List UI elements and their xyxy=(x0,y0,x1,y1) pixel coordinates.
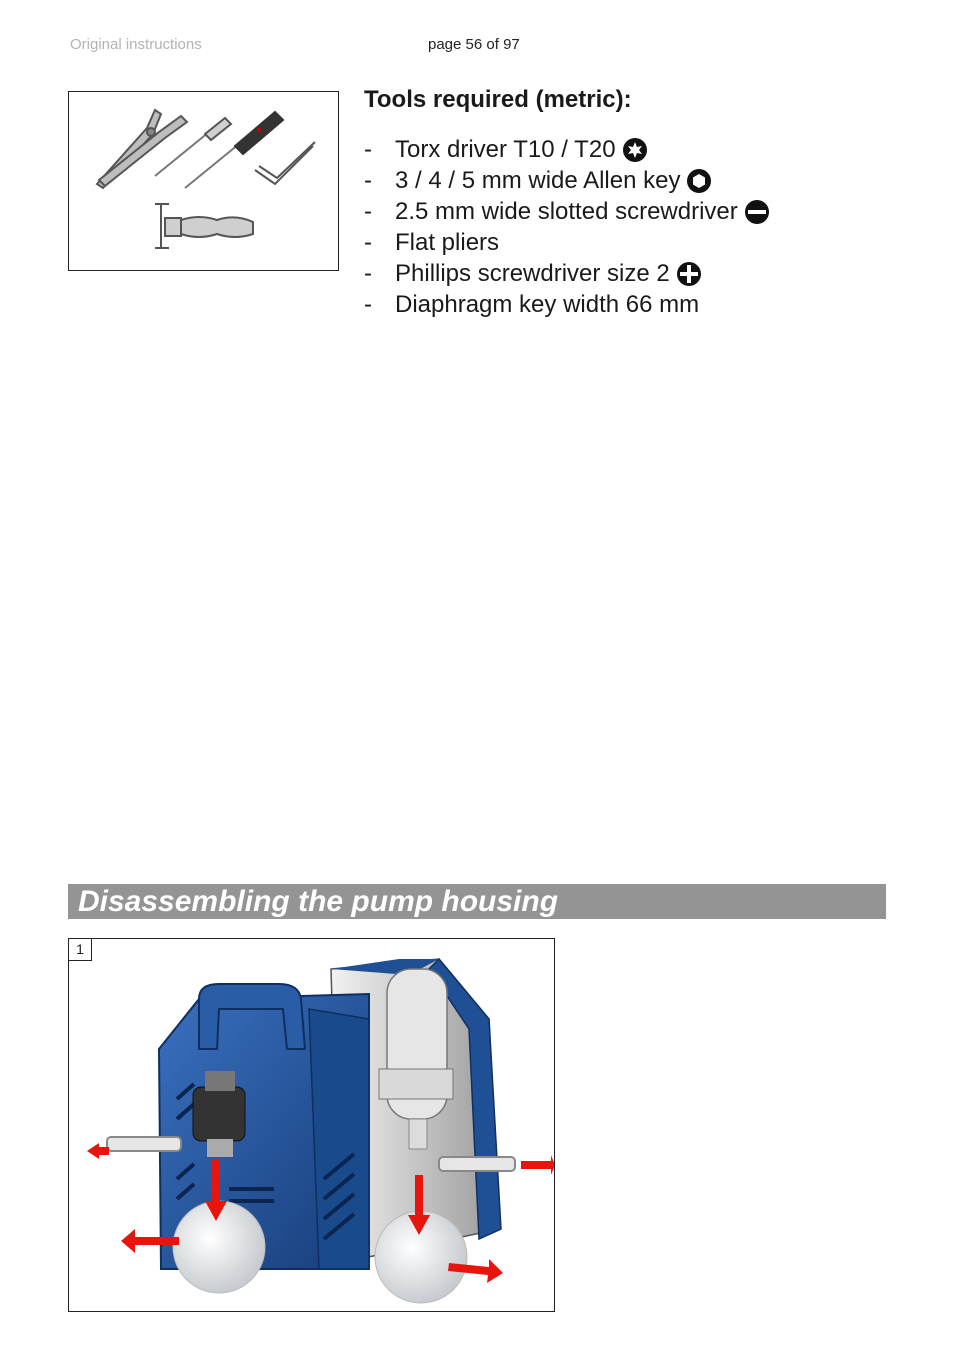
pliers-icon xyxy=(97,110,187,188)
tool-item-diaphragm-key xyxy=(364,289,770,320)
list-dash: - xyxy=(364,167,372,194)
clamp-right xyxy=(439,1157,515,1171)
tool-label: Diaphragm key width 66 mm xyxy=(395,291,700,318)
tools-title: Tools required (metric): xyxy=(364,86,632,113)
list-dash: - xyxy=(364,229,372,256)
figure-number: 1 xyxy=(69,939,92,961)
tool-item-pliers xyxy=(364,227,770,258)
allen-key-icon xyxy=(255,142,315,184)
clamp-left xyxy=(107,1137,181,1151)
section-title: Disassembling the pump housing xyxy=(78,885,559,918)
tool-label: Torx driver T10 / T20 xyxy=(395,136,616,163)
screwdriver-icon xyxy=(185,112,283,188)
page-number: page 56 of 97 xyxy=(428,36,520,53)
phillips-icon xyxy=(676,261,702,287)
figure-pump-housing xyxy=(68,938,555,1312)
slotted-icon xyxy=(744,199,770,225)
tools-list xyxy=(364,134,770,320)
tool-item-phillips xyxy=(364,258,770,289)
header-original-instructions: Original instructions xyxy=(70,36,202,53)
diaphragm-key-icon xyxy=(155,204,253,248)
tool-label: 2.5 mm wide slotted screwdriver xyxy=(395,198,738,225)
list-dash: - xyxy=(364,260,372,287)
hex-icon xyxy=(686,168,712,194)
list-dash: - xyxy=(364,198,372,225)
tool-item-torx xyxy=(364,134,770,165)
section-heading-bar xyxy=(68,884,886,919)
tool-label: 3 / 4 / 5 mm wide Allen key xyxy=(395,167,681,194)
arrow-right-clamp xyxy=(521,1155,554,1175)
tool-item-slotted xyxy=(364,196,770,227)
tool-label: Phillips screwdriver size 2 xyxy=(395,260,670,287)
list-dash: - xyxy=(364,136,372,163)
tool-item-allen xyxy=(364,165,770,196)
list-dash: - xyxy=(364,291,372,318)
pump-illustration xyxy=(69,939,554,1311)
torx-icon xyxy=(622,137,648,163)
tool-label: Flat pliers xyxy=(395,229,500,256)
tools-drawing xyxy=(69,92,337,269)
arrow-left-clamp xyxy=(87,1143,109,1159)
tools-illustration xyxy=(68,91,339,271)
